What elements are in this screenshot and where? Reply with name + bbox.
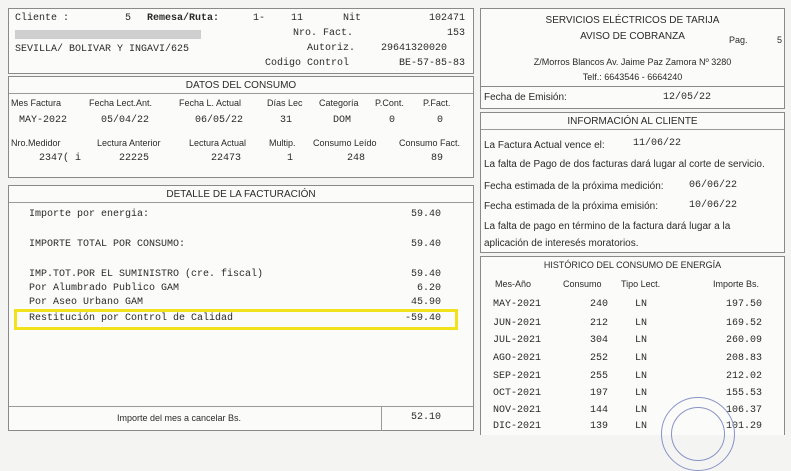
pag-label: Pag. (729, 35, 748, 45)
total-divider (381, 406, 382, 431)
datos-consumo-panel (8, 76, 474, 178)
detalle-item-label: Restitución por Control de Calidad (29, 313, 234, 324)
detalle-item-value: 59.40 (410, 269, 441, 280)
detalle-title: DETALLE DE LA FACTURACIÓN (166, 189, 316, 200)
val-dias-lec: 31 (280, 115, 293, 126)
hist-consumo: 212 (589, 318, 608, 329)
val-lectura-actual: 22473 (211, 153, 242, 164)
codigo-value: BE-57-85-83 (398, 58, 465, 69)
highlight-box (14, 309, 458, 330)
nro-fact-value: 153 (446, 28, 465, 39)
val-nro-medidor: 2347( i (39, 153, 82, 164)
divider (9, 93, 473, 94)
val-p-fact: 0 (437, 115, 444, 126)
hist-tipo: LN (635, 318, 648, 329)
interes-text-2: aplicación de interesés moratorios. (484, 238, 639, 249)
hist-importe: 106.37 (725, 405, 762, 416)
hdr-p-fact: P.Fact. (423, 98, 451, 108)
company-subtitle: AVISO DE COBRANZA (580, 31, 685, 42)
vence-value: 11/06/22 (633, 138, 682, 149)
hdr-consumo-leido: Consumo Leído (313, 138, 377, 148)
hist-tipo: LN (635, 388, 648, 399)
emision-value: 12/05/22 (663, 92, 712, 103)
redacted-name (15, 30, 201, 39)
remesa-value: 1- (253, 13, 266, 24)
hist-tipo: LN (635, 335, 648, 346)
divider (9, 406, 473, 407)
company-phone: Telf.: 6643546 - 6664240 (582, 72, 683, 82)
remesa-label: Remesa/Ruta: (147, 13, 220, 24)
hist-consumo: 197 (589, 388, 608, 399)
hdr-nro-medidor: Nro.Medidor (11, 138, 61, 148)
hdr-fecha-lect-ant: Fecha Lect.Ant. (89, 98, 153, 108)
nit-value: 102471 (428, 13, 465, 24)
hist-importe: 101.29 (725, 421, 762, 432)
hist-mes: MAY-2021 (493, 299, 542, 310)
info-cliente-title: INFORMACIÓN AL CLIENTE (567, 116, 698, 127)
hist-importe: 155.53 (725, 388, 762, 399)
company-header (480, 8, 785, 87)
hist-consumo: 139 (589, 421, 608, 432)
emision-panel (480, 86, 785, 109)
detalle-item-value: 59.40 (410, 239, 441, 250)
hist-mes: JUN-2021 (493, 318, 542, 329)
hist-hdr-mes: Mes-Año (495, 279, 532, 289)
val-categoria: DOM (333, 115, 352, 126)
hist-tipo: LN (635, 421, 648, 432)
val-multip: 1 (287, 153, 294, 164)
cliente-value: 5 (125, 13, 132, 24)
val-lectura-anterior: 22225 (119, 153, 150, 164)
hist-consumo: 255 (589, 371, 608, 382)
val-mes-factura: MAY-2022 (19, 115, 68, 126)
detalle-item-label: IMPORTE TOTAL POR CONSUMO: (29, 239, 186, 250)
hdr-p-cont: P.Cont. (375, 98, 404, 108)
detalle-item-label: Por Alumbrado Publico GAM (29, 283, 180, 294)
detalle-item-label: Por Aseo Urbano GAM (29, 297, 144, 308)
emision-label: Fecha de Emisión: (484, 92, 567, 103)
hist-tipo: LN (635, 405, 648, 416)
hdr-lectura-actual: Lectura Actual (189, 138, 247, 148)
hist-tipo: LN (635, 299, 648, 310)
hist-importe: 208.83 (725, 353, 762, 364)
hist-consumo: 252 (589, 353, 608, 364)
medicion-value: 06/06/22 (689, 180, 738, 191)
detalle-item-label: Importe por energia: (29, 209, 150, 220)
company-address: Z/Morros Blancos Av. Jaime Paz Zamora Nº 3280 (533, 57, 732, 67)
hist-hdr-tipo: Tipo Lect. (621, 279, 661, 289)
hist-consumo: 304 (589, 335, 608, 346)
hist-mes: OCT-2021 (493, 388, 542, 399)
datos-consumo-title: DATOS DEL CONSUMO (185, 80, 297, 91)
total-label: Importe del mes a cancelar Bs. (117, 413, 242, 423)
val-fecha-l-actual: 06/05/22 (195, 115, 244, 126)
hist-mes: DIC-2021 (493, 421, 542, 432)
detalle-item-label: IMP.TOT.POR EL SUMINISTRO (cre. fiscal) (29, 269, 264, 280)
val-consumo-fact: 89 (431, 153, 444, 164)
divider (9, 202, 473, 203)
hist-importe: 212.02 (725, 371, 762, 382)
hist-mes: SEP-2021 (493, 371, 542, 382)
ruta-value: 11 (291, 13, 304, 24)
hdr-categoria: Categoría (319, 98, 359, 108)
codigo-label: Codigo Control (265, 58, 350, 69)
hist-tipo: LN (635, 353, 648, 364)
corte-text: La falta de Pago de dos facturas dará lugar al corte de servicio. (484, 159, 765, 170)
detalle-item-value: -59.40 (404, 313, 441, 324)
total-value: 52.10 (410, 412, 441, 423)
divider (481, 129, 784, 130)
hdr-dias-lec: Días Lec (267, 98, 303, 108)
cliente-label: Cliente : (15, 13, 70, 24)
stamp-inner-ring-icon (671, 407, 725, 461)
company-name: SERVICIOS ELÉCTRICOS DE TARIJA (545, 15, 720, 26)
nro-fact-label: Nro. Fact. (293, 28, 354, 39)
nit-label: Nit (343, 13, 362, 24)
detalle-item-value: 59.40 (410, 209, 441, 220)
hdr-consumo-fact: Consumo Fact. (399, 138, 461, 148)
vence-label: La Factura Actual vence el: (484, 140, 605, 151)
val-p-cont: 0 (389, 115, 396, 126)
address: SEVILLA/ BOLIVAR Y INGAVI/625 (15, 44, 190, 55)
hist-hdr-consumo: Consumo (563, 279, 602, 289)
detalle-item-value: 6.20 (416, 283, 441, 294)
hdr-mes-factura: Mes Factura (11, 98, 62, 108)
hist-tipo: LN (635, 371, 648, 382)
val-consumo-leido: 248 (347, 153, 366, 164)
hist-mes: AGO-2021 (493, 353, 542, 364)
interes-text-1: La falta de pago en término de la factura dará lugar a la (484, 221, 731, 232)
emision-est-label: Fecha estimada de la próxima emisión: (484, 201, 658, 212)
emision-est-value: 10/06/22 (689, 200, 738, 211)
hist-importe: 169.52 (725, 318, 762, 329)
hist-hdr-importe: Importe Bs. (713, 279, 760, 289)
historico-title: HISTÓRICO DEL CONSUMO DE ENERGÍA (543, 260, 722, 270)
pag-value: 5 (777, 35, 783, 45)
hdr-multip: Multip. (269, 138, 296, 148)
val-fecha-lect-ant: 05/04/22 (101, 115, 150, 126)
hdr-fecha-l-actual: Fecha L. Actual (179, 98, 242, 108)
hist-importe: 260.09 (725, 335, 762, 346)
detalle-item-value: 45.90 (410, 297, 441, 308)
autoriz-label: Autoriz. (307, 43, 356, 54)
hist-mes: JUL-2021 (493, 335, 542, 346)
hist-importe: 197.50 (725, 299, 762, 310)
hdr-lectura-anterior: Lectura Anterior (97, 138, 161, 148)
historico-panel (480, 256, 785, 435)
autoriz-value: 29641320020 (380, 43, 447, 54)
medicion-label: Fecha estimada de la próxima medición: (484, 181, 664, 192)
hist-consumo: 144 (589, 405, 608, 416)
hist-consumo: 240 (589, 299, 608, 310)
info-cliente-panel (480, 112, 785, 253)
detalle-facturacion-panel (8, 185, 474, 431)
hist-mes: NOV-2021 (493, 405, 542, 416)
invoice-header (8, 8, 474, 74)
